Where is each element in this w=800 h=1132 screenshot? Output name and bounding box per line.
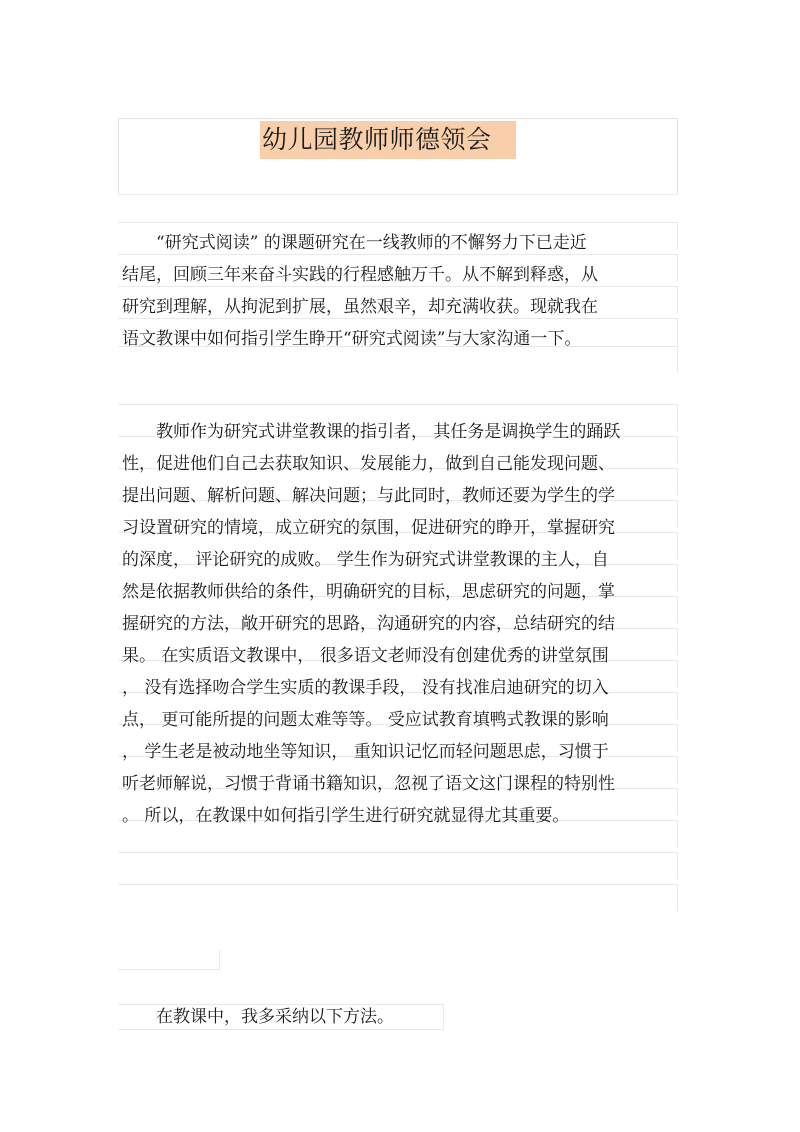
text-line: “研究式阅读” 的课题研究在一线教师的不懈努力下已走近 <box>122 233 587 253</box>
line-frame <box>118 950 220 970</box>
page-title: 幼儿园教师师德领会 <box>260 121 516 159</box>
text-line: 提出问题、解析问题、解决问题；与此同时，教师还要为学生的学 <box>122 486 615 506</box>
text-line: 听老师解说，习惯于背诵书籍知识，忽视了语文这门课程的特别性 <box>122 774 615 794</box>
paragraph-1 <box>122 227 662 355</box>
text-line: ， 学生老是被动地坐等知识， 重知识记忆而轻问题思虑，习惯于 <box>122 742 609 762</box>
text-line: 然是依据教师供给的条件，明确研究的目标，思虑研究的问题，掌 <box>122 582 615 602</box>
text-line: 点， 更可能所提的问题太难等等。 受应试教育填鸭式教课的影响 <box>122 710 609 730</box>
text-line: 研究到理解，从拘泥到扩展，虽然艰辛，却充满收获。现就我在 <box>122 297 598 317</box>
text-line: 语文教课中如何指引学生睁开“研究式阅读”与大家沟通一下。 <box>122 329 582 349</box>
title-frame-bottom <box>118 194 678 195</box>
text-line: 的深度， 评论研究的成败。 学生作为研究式讲堂教课的主人，自 <box>122 550 609 570</box>
paragraph-2 <box>122 416 662 832</box>
text-line: 果。 在实质语文教课中， 很多语文老师没有创建优秀的讲堂氛围 <box>122 646 609 666</box>
line-frame <box>118 884 678 911</box>
line-frame <box>118 852 678 879</box>
text-line: 教师作为研究式讲堂教课的指引者， 其任务是调换学生的踊跃 <box>122 422 621 442</box>
text-line: 。 所以，在教课中如何指引学生进行研究就显得尤其重要。 <box>122 806 570 826</box>
text-line: 性，促进他们自己去获取知识、发展能力，做到自己能发现问题、 <box>122 454 615 474</box>
text-line: 在教课中，我多采纳以下方法。 <box>122 1007 394 1027</box>
paragraph-3 <box>122 1001 662 1033</box>
text-line: 握研究的方法，敞开研究的思路，沟通研究的内容，总结研究的结 <box>122 614 615 634</box>
text-line: 结尾，回顾三年来奋斗实践的行程感触万千。从不解到释惑，从 <box>122 265 598 285</box>
text-line: ， 没有选择吻合学生实质的教课手段， 没有找准启迪研究的切入 <box>122 678 609 698</box>
text-line: 习设置研究的情境，成立研究的氛围，促进研究的睁开，掌握研究 <box>122 518 615 538</box>
